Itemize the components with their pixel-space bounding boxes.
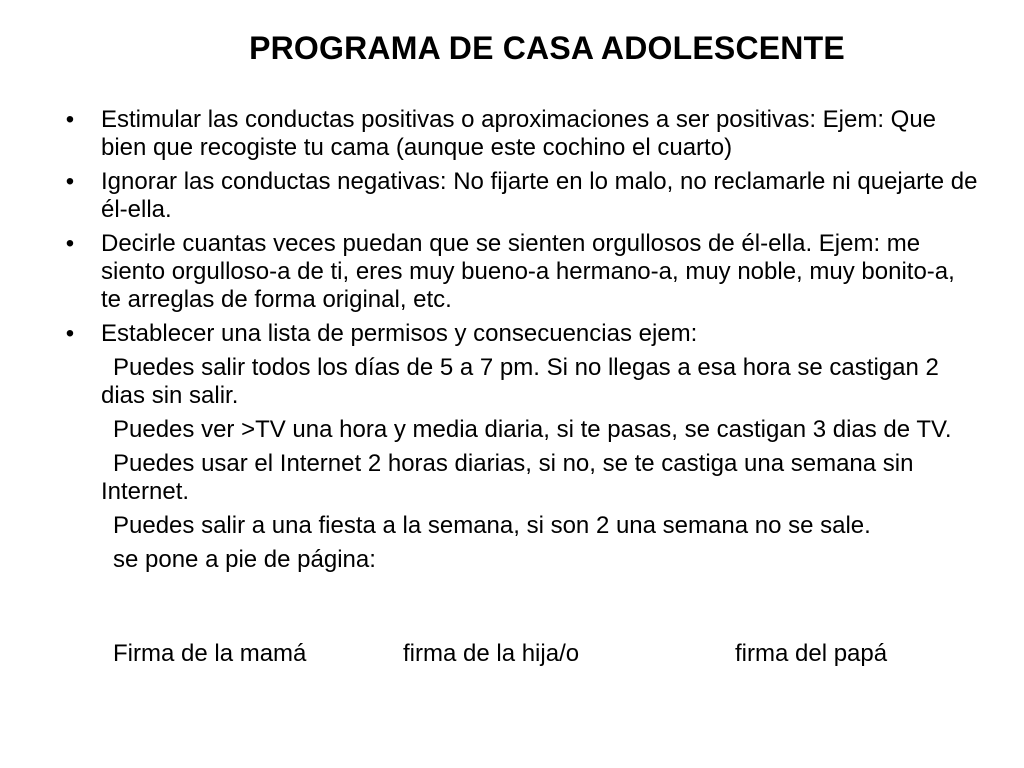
bullet-item-3: [60, 230, 980, 314]
bullet-text: Estimular las conductas positivas o aproximaciones a ser positivas: Ejem: Que bien que recogiste tu cama (aunque este cochino el cuarto): [101, 106, 937, 161]
signature-child: firma de la hija/o: [403, 640, 580, 667]
signature-father: firma del papá: [735, 640, 888, 667]
rule-text: Puedes usar el Internet 2 horas diarias, si no, se te castiga una semana sin Internet.: [101, 450, 914, 505]
bullet-icon: •: [65, 168, 75, 195]
rule-text: Puedes salir a una fiesta a la semana, si son 2 una semana no se sale.: [113, 512, 871, 539]
rule-text: Puedes salir todos los días de 5 a 7 pm. Si no llegas a esa hora se castigan 2 dias sin salir.: [101, 354, 939, 409]
bullet-icon: •: [65, 320, 75, 347]
bullet-item-1: [60, 106, 980, 162]
signature-mother: Firma de la mamá: [113, 640, 307, 667]
rule-item-3: [60, 450, 980, 506]
bullet-text: Ignorar las conductas negativas: No fijarte en lo malo, no reclamarle ni quejarte de él-ella.: [101, 168, 978, 223]
signature-row: [113, 640, 993, 670]
bullet-text: Establecer una lista de permisos y consecuencias ejem:: [101, 320, 698, 347]
bullet-icon: •: [65, 106, 75, 133]
rule-item-2: [60, 416, 980, 444]
bullet-icon: •: [65, 230, 75, 257]
slide-body: [60, 106, 980, 574]
rule-item-1: [60, 354, 980, 410]
slide-title: PROGRAMA DE CASA ADOLESCENTE: [249, 30, 845, 66]
rule-text: Puedes ver >TV una hora y media diaria, si te pasas, se castigan 3 dias de TV.: [113, 416, 952, 443]
bullet-item-2: [60, 168, 980, 224]
bullet-item-4: [60, 320, 980, 348]
bullet-text: Decirle cuantas veces puedan que se sienten orgullosos de él-ella. Ejem: me siento orgulloso-a de ti, eres muy bueno-a hermano-a, muy noble, muy bonito-a, te arreglas de forma original, etc.: [101, 230, 955, 313]
footer-note: se pone a pie de página:: [113, 546, 376, 573]
rule-item-4: [60, 512, 980, 540]
